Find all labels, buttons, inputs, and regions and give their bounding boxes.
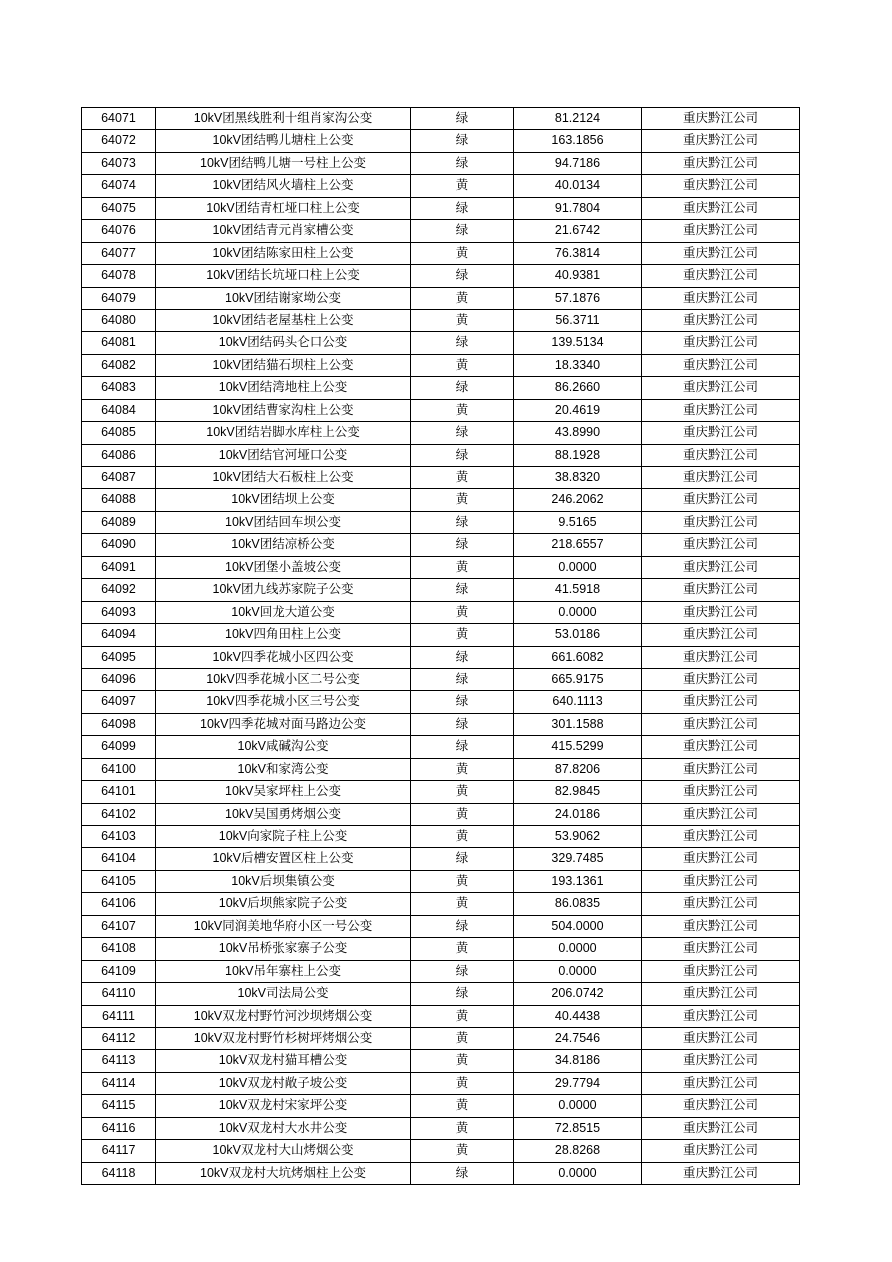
transformer-name-cell: 10kV吊年寨柱上公变 xyxy=(156,960,411,982)
company-cell: 重庆黔江公司 xyxy=(642,1005,800,1027)
table-row xyxy=(82,713,800,735)
status-cell: 绿 xyxy=(411,579,514,601)
transformer-name-cell: 10kV双龙村宋家坪公变 xyxy=(156,1095,411,1117)
company-cell: 重庆黔江公司 xyxy=(642,691,800,713)
table-row xyxy=(82,197,800,219)
company-cell: 重庆黔江公司 xyxy=(642,960,800,982)
table-row xyxy=(82,1050,800,1072)
table-row xyxy=(82,848,800,870)
company-cell: 重庆黔江公司 xyxy=(642,197,800,219)
transformer-name-cell: 10kV团结鸭儿塘柱上公变 xyxy=(156,130,411,152)
company-cell: 重庆黔江公司 xyxy=(642,556,800,578)
load-value-cell: 41.5918 xyxy=(514,579,642,601)
status-cell: 绿 xyxy=(411,960,514,982)
row-id-cell: 64087 xyxy=(82,467,156,489)
row-id-cell: 64111 xyxy=(82,1005,156,1027)
company-cell: 重庆黔江公司 xyxy=(642,332,800,354)
load-value-cell: 82.9845 xyxy=(514,781,642,803)
load-value-cell: 24.0186 xyxy=(514,803,642,825)
transformer-name-cell: 10kV团结风火墙柱上公变 xyxy=(156,175,411,197)
row-id-cell: 64080 xyxy=(82,309,156,331)
row-id-cell: 64081 xyxy=(82,332,156,354)
status-cell: 绿 xyxy=(411,511,514,533)
load-value-cell: 193.1361 xyxy=(514,870,642,892)
table-row xyxy=(82,960,800,982)
load-value-cell: 665.9175 xyxy=(514,668,642,690)
status-cell: 黄 xyxy=(411,870,514,892)
table-row xyxy=(82,265,800,287)
transformer-name-cell: 10kV四季花城小区三号公变 xyxy=(156,691,411,713)
load-value-cell: 53.9062 xyxy=(514,826,642,848)
load-value-cell: 9.5165 xyxy=(514,511,642,533)
row-id-cell: 64078 xyxy=(82,265,156,287)
load-value-cell: 34.8186 xyxy=(514,1050,642,1072)
table-row xyxy=(82,152,800,174)
load-value-cell: 40.0134 xyxy=(514,175,642,197)
company-cell: 重庆黔江公司 xyxy=(642,781,800,803)
status-cell: 黄 xyxy=(411,1072,514,1094)
company-cell: 重庆黔江公司 xyxy=(642,938,800,960)
load-value-cell: 18.3340 xyxy=(514,354,642,376)
row-id-cell: 64110 xyxy=(82,983,156,1005)
status-cell: 黄 xyxy=(411,1005,514,1027)
status-cell: 绿 xyxy=(411,691,514,713)
row-id-cell: 64086 xyxy=(82,444,156,466)
company-cell: 重庆黔江公司 xyxy=(642,668,800,690)
table-row xyxy=(82,1140,800,1162)
row-id-cell: 64094 xyxy=(82,624,156,646)
load-value-cell: 163.1856 xyxy=(514,130,642,152)
transformer-name-cell: 10kV四季花城小区二号公变 xyxy=(156,668,411,690)
table-row xyxy=(82,108,800,130)
row-id-cell: 64085 xyxy=(82,422,156,444)
transformer-name-cell: 10kV团结湾地柱上公变 xyxy=(156,377,411,399)
status-cell: 黄 xyxy=(411,893,514,915)
transformer-name-cell: 10kV团结大石板柱上公变 xyxy=(156,467,411,489)
company-cell: 重庆黔江公司 xyxy=(642,534,800,556)
company-cell: 重庆黔江公司 xyxy=(642,489,800,511)
status-cell: 黄 xyxy=(411,175,514,197)
status-cell: 黄 xyxy=(411,489,514,511)
row-id-cell: 64106 xyxy=(82,893,156,915)
status-cell: 绿 xyxy=(411,130,514,152)
status-cell: 黄 xyxy=(411,399,514,421)
company-cell: 重庆黔江公司 xyxy=(642,826,800,848)
transformer-name-cell: 10kV团堡小盖坡公变 xyxy=(156,556,411,578)
row-id-cell: 64100 xyxy=(82,758,156,780)
row-id-cell: 64108 xyxy=(82,938,156,960)
company-cell: 重庆黔江公司 xyxy=(642,601,800,623)
transformer-name-cell: 10kV咸碱沟公变 xyxy=(156,736,411,758)
company-cell: 重庆黔江公司 xyxy=(642,848,800,870)
status-cell: 黄 xyxy=(411,758,514,780)
table-row xyxy=(82,1005,800,1027)
row-id-cell: 64103 xyxy=(82,826,156,848)
company-cell: 重庆黔江公司 xyxy=(642,1050,800,1072)
transformer-name-cell: 10kV四季花城小区四公变 xyxy=(156,646,411,668)
table-row xyxy=(82,220,800,242)
company-cell: 重庆黔江公司 xyxy=(642,467,800,489)
row-id-cell: 64112 xyxy=(82,1027,156,1049)
load-value-cell: 415.5299 xyxy=(514,736,642,758)
load-value-cell: 218.6557 xyxy=(514,534,642,556)
company-cell: 重庆黔江公司 xyxy=(642,713,800,735)
table-row xyxy=(82,938,800,960)
company-cell: 重庆黔江公司 xyxy=(642,579,800,601)
load-value-cell: 86.0835 xyxy=(514,893,642,915)
load-value-cell: 88.1928 xyxy=(514,444,642,466)
company-cell: 重庆黔江公司 xyxy=(642,646,800,668)
company-cell: 重庆黔江公司 xyxy=(642,220,800,242)
transformer-name-cell: 10kV吴家坪柱上公变 xyxy=(156,781,411,803)
load-value-cell: 21.6742 xyxy=(514,220,642,242)
transformer-name-cell: 10kV团结凉桥公变 xyxy=(156,534,411,556)
status-cell: 绿 xyxy=(411,444,514,466)
table-row xyxy=(82,399,800,421)
company-cell: 重庆黔江公司 xyxy=(642,130,800,152)
status-cell: 黄 xyxy=(411,1095,514,1117)
load-value-cell: 28.8268 xyxy=(514,1140,642,1162)
transformer-name-cell: 10kV四角田柱上公变 xyxy=(156,624,411,646)
status-cell: 黄 xyxy=(411,467,514,489)
row-id-cell: 64084 xyxy=(82,399,156,421)
load-value-cell: 87.8206 xyxy=(514,758,642,780)
table-row xyxy=(82,983,800,1005)
status-cell: 黄 xyxy=(411,1117,514,1139)
row-id-cell: 64090 xyxy=(82,534,156,556)
row-id-cell: 64109 xyxy=(82,960,156,982)
row-id-cell: 64071 xyxy=(82,108,156,130)
status-cell: 绿 xyxy=(411,915,514,937)
transformer-name-cell: 10kV吊桥张家寨子公变 xyxy=(156,938,411,960)
load-value-cell: 24.7546 xyxy=(514,1027,642,1049)
transformer-name-cell: 10kV团结老屋基柱上公变 xyxy=(156,309,411,331)
row-id-cell: 64118 xyxy=(82,1162,156,1184)
status-cell: 黄 xyxy=(411,601,514,623)
table-row xyxy=(82,556,800,578)
table-row xyxy=(82,354,800,376)
status-cell: 黄 xyxy=(411,826,514,848)
status-cell: 绿 xyxy=(411,422,514,444)
table-row xyxy=(82,1095,800,1117)
row-id-cell: 64102 xyxy=(82,803,156,825)
status-cell: 绿 xyxy=(411,646,514,668)
status-cell: 绿 xyxy=(411,668,514,690)
table-row xyxy=(82,175,800,197)
row-id-cell: 64099 xyxy=(82,736,156,758)
status-cell: 绿 xyxy=(411,377,514,399)
status-cell: 绿 xyxy=(411,713,514,735)
transformer-name-cell: 10kV团九线苏家院子公变 xyxy=(156,579,411,601)
load-value-cell: 0.0000 xyxy=(514,960,642,982)
load-value-cell: 40.9381 xyxy=(514,265,642,287)
table-row xyxy=(82,332,800,354)
table-row xyxy=(82,646,800,668)
table-row xyxy=(82,1027,800,1049)
table-row xyxy=(82,826,800,848)
transformer-name-cell: 10kV双龙村大水井公变 xyxy=(156,1117,411,1139)
company-cell: 重庆黔江公司 xyxy=(642,893,800,915)
table-row xyxy=(82,130,800,152)
row-id-cell: 64114 xyxy=(82,1072,156,1094)
row-id-cell: 64098 xyxy=(82,713,156,735)
transformer-name-cell: 10kV吴国勇烤烟公变 xyxy=(156,803,411,825)
company-cell: 重庆黔江公司 xyxy=(642,354,800,376)
transformer-name-cell: 10kV团结曹家沟柱上公变 xyxy=(156,399,411,421)
row-id-cell: 64072 xyxy=(82,130,156,152)
table-row xyxy=(82,444,800,466)
status-cell: 绿 xyxy=(411,332,514,354)
table-row xyxy=(82,915,800,937)
load-value-cell: 0.0000 xyxy=(514,938,642,960)
row-id-cell: 64101 xyxy=(82,781,156,803)
row-id-cell: 64115 xyxy=(82,1095,156,1117)
transformer-name-cell: 10kV后槽安置区柱上公变 xyxy=(156,848,411,870)
status-cell: 黄 xyxy=(411,624,514,646)
load-value-cell: 72.8515 xyxy=(514,1117,642,1139)
row-id-cell: 64083 xyxy=(82,377,156,399)
row-id-cell: 64091 xyxy=(82,556,156,578)
row-id-cell: 64076 xyxy=(82,220,156,242)
row-id-cell: 64089 xyxy=(82,511,156,533)
table-row xyxy=(82,758,800,780)
transformer-name-cell: 10kV团结码头仑口公变 xyxy=(156,332,411,354)
transformer-name-cell: 10kV团结长坑垭口柱上公变 xyxy=(156,265,411,287)
status-cell: 绿 xyxy=(411,736,514,758)
row-id-cell: 64093 xyxy=(82,601,156,623)
load-value-cell: 246.2062 xyxy=(514,489,642,511)
company-cell: 重庆黔江公司 xyxy=(642,152,800,174)
load-value-cell: 91.7804 xyxy=(514,197,642,219)
load-value-cell: 38.8320 xyxy=(514,467,642,489)
transformer-name-cell: 10kV双龙村大坑烤烟柱上公变 xyxy=(156,1162,411,1184)
load-value-cell: 53.0186 xyxy=(514,624,642,646)
load-value-cell: 40.4438 xyxy=(514,1005,642,1027)
status-cell: 绿 xyxy=(411,152,514,174)
load-value-cell: 640.1113 xyxy=(514,691,642,713)
transformer-name-cell: 10kV和家湾公变 xyxy=(156,758,411,780)
transformer-name-cell: 10kV向家院子柱上公变 xyxy=(156,826,411,848)
table-row xyxy=(82,736,800,758)
row-id-cell: 64088 xyxy=(82,489,156,511)
transformer-name-cell: 10kV团结猫石坝柱上公变 xyxy=(156,354,411,376)
load-value-cell: 0.0000 xyxy=(514,1162,642,1184)
table-row xyxy=(82,579,800,601)
row-id-cell: 64107 xyxy=(82,915,156,937)
company-cell: 重庆黔江公司 xyxy=(642,1095,800,1117)
load-value-cell: 86.2660 xyxy=(514,377,642,399)
row-id-cell: 64096 xyxy=(82,668,156,690)
company-cell: 重庆黔江公司 xyxy=(642,399,800,421)
load-value-cell: 301.1588 xyxy=(514,713,642,735)
company-cell: 重庆黔江公司 xyxy=(642,736,800,758)
company-cell: 重庆黔江公司 xyxy=(642,242,800,264)
company-cell: 重庆黔江公司 xyxy=(642,511,800,533)
table-row xyxy=(82,242,800,264)
table-row xyxy=(82,287,800,309)
table-row xyxy=(82,624,800,646)
company-cell: 重庆黔江公司 xyxy=(642,108,800,130)
row-id-cell: 64073 xyxy=(82,152,156,174)
load-value-cell: 661.6082 xyxy=(514,646,642,668)
company-cell: 重庆黔江公司 xyxy=(642,265,800,287)
load-value-cell: 76.3814 xyxy=(514,242,642,264)
status-cell: 黄 xyxy=(411,1027,514,1049)
transformer-name-cell: 10kV团结坝上公变 xyxy=(156,489,411,511)
transformer-name-cell: 10kV团黑线胜利十组肖家沟公变 xyxy=(156,108,411,130)
transformer-name-cell: 10kV团结青杠垭口柱上公变 xyxy=(156,197,411,219)
transformer-name-cell: 10kV双龙村野竹河沙坝烤烟公变 xyxy=(156,1005,411,1027)
transformer-name-cell: 10kV四季花城对面马路边公变 xyxy=(156,713,411,735)
load-value-cell: 139.5134 xyxy=(514,332,642,354)
status-cell: 绿 xyxy=(411,983,514,1005)
transformer-name-cell: 10kV双龙村大山烤烟公变 xyxy=(156,1140,411,1162)
company-cell: 重庆黔江公司 xyxy=(642,915,800,937)
status-cell: 黄 xyxy=(411,354,514,376)
table-row xyxy=(82,511,800,533)
status-cell: 绿 xyxy=(411,848,514,870)
row-id-cell: 64117 xyxy=(82,1140,156,1162)
company-cell: 重庆黔江公司 xyxy=(642,287,800,309)
load-value-cell: 329.7485 xyxy=(514,848,642,870)
company-cell: 重庆黔江公司 xyxy=(642,1117,800,1139)
row-id-cell: 64077 xyxy=(82,242,156,264)
status-cell: 绿 xyxy=(411,220,514,242)
table-row xyxy=(82,422,800,444)
table-row xyxy=(82,1072,800,1094)
company-cell: 重庆黔江公司 xyxy=(642,444,800,466)
transformer-name-cell: 10kV回龙大道公变 xyxy=(156,601,411,623)
load-value-cell: 0.0000 xyxy=(514,1095,642,1117)
table-row xyxy=(82,1117,800,1139)
transformer-name-cell: 10kV团结谢家坳公变 xyxy=(156,287,411,309)
row-id-cell: 64097 xyxy=(82,691,156,713)
table-row xyxy=(82,489,800,511)
status-cell: 绿 xyxy=(411,1162,514,1184)
row-id-cell: 64104 xyxy=(82,848,156,870)
company-cell: 重庆黔江公司 xyxy=(642,309,800,331)
row-id-cell: 64095 xyxy=(82,646,156,668)
table-row xyxy=(82,534,800,556)
load-value-cell: 94.7186 xyxy=(514,152,642,174)
row-id-cell: 64082 xyxy=(82,354,156,376)
status-cell: 黄 xyxy=(411,556,514,578)
row-id-cell: 64092 xyxy=(82,579,156,601)
table-row xyxy=(82,781,800,803)
row-id-cell: 64116 xyxy=(82,1117,156,1139)
company-cell: 重庆黔江公司 xyxy=(642,377,800,399)
load-value-cell: 0.0000 xyxy=(514,556,642,578)
table-row xyxy=(82,467,800,489)
status-cell: 绿 xyxy=(411,197,514,219)
status-cell: 黄 xyxy=(411,287,514,309)
status-cell: 绿 xyxy=(411,534,514,556)
transformer-name-cell: 10kV团结官河垭口公变 xyxy=(156,444,411,466)
status-cell: 黄 xyxy=(411,938,514,960)
transformer-name-cell: 10kV后坝集镇公变 xyxy=(156,870,411,892)
status-cell: 绿 xyxy=(411,108,514,130)
row-id-cell: 64105 xyxy=(82,870,156,892)
status-cell: 黄 xyxy=(411,1050,514,1072)
table-row xyxy=(82,1162,800,1184)
table-row xyxy=(82,803,800,825)
company-cell: 重庆黔江公司 xyxy=(642,870,800,892)
table-row xyxy=(82,668,800,690)
row-id-cell: 64079 xyxy=(82,287,156,309)
transformer-name-cell: 10kV双龙村敞子坡公变 xyxy=(156,1072,411,1094)
company-cell: 重庆黔江公司 xyxy=(642,1140,800,1162)
row-id-cell: 64075 xyxy=(82,197,156,219)
status-cell: 黄 xyxy=(411,781,514,803)
company-cell: 重庆黔江公司 xyxy=(642,422,800,444)
transformer-name-cell: 10kV同润美地华府小区一号公变 xyxy=(156,915,411,937)
company-cell: 重庆黔江公司 xyxy=(642,983,800,1005)
row-id-cell: 64074 xyxy=(82,175,156,197)
transformer-name-cell: 10kV双龙村猫耳槽公变 xyxy=(156,1050,411,1072)
table-row xyxy=(82,691,800,713)
transformer-name-cell: 10kV团结岩脚水库柱上公变 xyxy=(156,422,411,444)
transformer-table-body xyxy=(82,108,800,1185)
load-value-cell: 43.8990 xyxy=(514,422,642,444)
row-id-cell: 64113 xyxy=(82,1050,156,1072)
company-cell: 重庆黔江公司 xyxy=(642,624,800,646)
transformer-name-cell: 10kV司法局公变 xyxy=(156,983,411,1005)
table-row xyxy=(82,309,800,331)
table-row xyxy=(82,601,800,623)
load-value-cell: 0.0000 xyxy=(514,601,642,623)
transformer-name-cell: 10kV团结青元肖家槽公变 xyxy=(156,220,411,242)
load-value-cell: 206.0742 xyxy=(514,983,642,1005)
company-cell: 重庆黔江公司 xyxy=(642,1072,800,1094)
transformer-table xyxy=(81,107,800,1185)
status-cell: 黄 xyxy=(411,803,514,825)
load-value-cell: 504.0000 xyxy=(514,915,642,937)
company-cell: 重庆黔江公司 xyxy=(642,1162,800,1184)
load-value-cell: 29.7794 xyxy=(514,1072,642,1094)
load-value-cell: 20.4619 xyxy=(514,399,642,421)
table-row xyxy=(82,893,800,915)
status-cell: 绿 xyxy=(411,265,514,287)
company-cell: 重庆黔江公司 xyxy=(642,758,800,780)
transformer-name-cell: 10kV团结回车坝公变 xyxy=(156,511,411,533)
company-cell: 重庆黔江公司 xyxy=(642,1027,800,1049)
transformer-name-cell: 10kV双龙村野竹杉树坪烤烟公变 xyxy=(156,1027,411,1049)
load-value-cell: 81.2124 xyxy=(514,108,642,130)
transformer-name-cell: 10kV团结鸭儿塘一号柱上公变 xyxy=(156,152,411,174)
load-value-cell: 56.3711 xyxy=(514,309,642,331)
status-cell: 黄 xyxy=(411,1140,514,1162)
company-cell: 重庆黔江公司 xyxy=(642,175,800,197)
status-cell: 黄 xyxy=(411,309,514,331)
load-value-cell: 57.1876 xyxy=(514,287,642,309)
table-row xyxy=(82,377,800,399)
company-cell: 重庆黔江公司 xyxy=(642,803,800,825)
transformer-name-cell: 10kV后坝熊家院子公变 xyxy=(156,893,411,915)
table-row xyxy=(82,870,800,892)
status-cell: 黄 xyxy=(411,242,514,264)
transformer-name-cell: 10kV团结陈家田柱上公变 xyxy=(156,242,411,264)
